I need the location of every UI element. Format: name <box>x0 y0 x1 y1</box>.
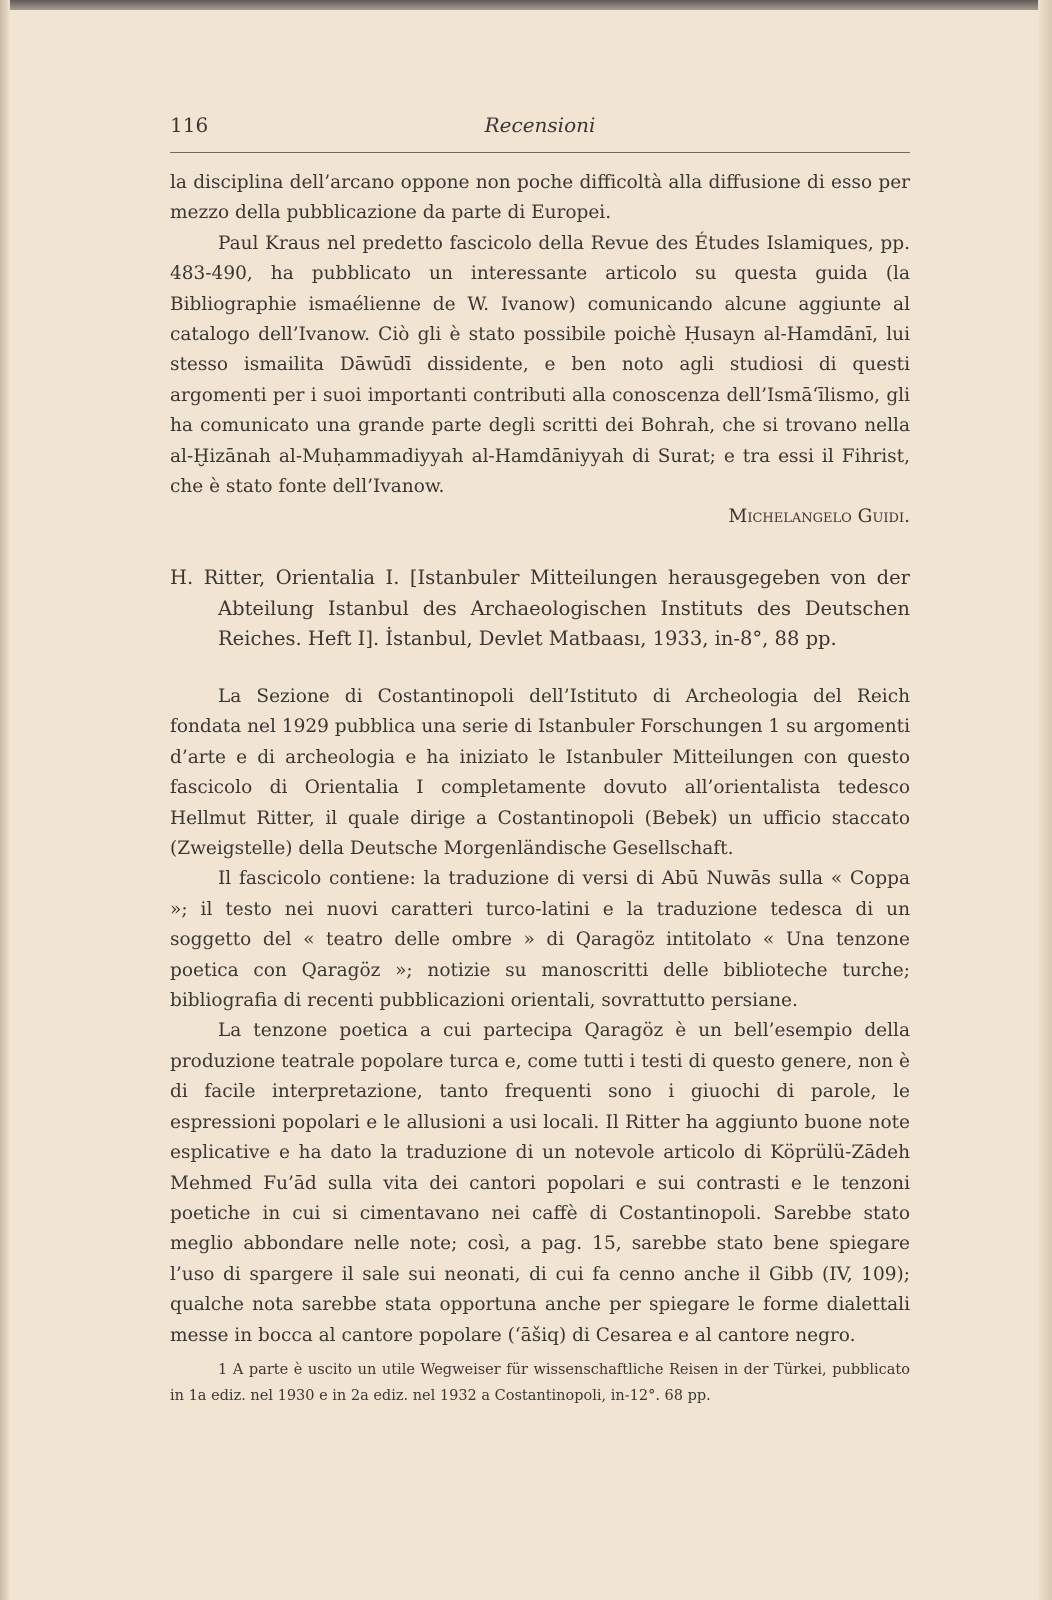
footnote-text: 1 A parte è uscito un utile Wegweiser für wissenschaftliche Reisen in der Türkei, pubblicato in 1a ediz. nel 1930 e in 2a ediz. nel 1932 a Costantinopoli, in-12°. 68 pp. <box>170 1362 910 1404</box>
scan-right-edge <box>1038 0 1052 1600</box>
running-header <box>170 113 910 143</box>
bibliographic-entry: H. Ritter, Orientalia I. [Istanbuler Mitteilungen herausgegeben von der Abteilung Istanbul des Archaeologischen Instituts des Deutschen Reiches. Heft I]. İstanbul, Devlet Matbaası, 1933, in-8°, 88 pp. <box>170 566 910 650</box>
review-2-entry <box>170 563 910 655</box>
review-1-paragraph-2: Paul Kraus nel predetto fascicolo della Revue des Études Islamiques, pp. 483-490, ha pubblicato un interessante articolo su questa guida (la Bibliographie ismaélienne de W. Ivanow) comunicando alcune aggiunte al catalogo dell’Ivanow. Ciò gli è stato possibile poichè Ḥusayn al-Hamdānī, lui stesso ismailita Dāwūdī dissidente, e ben noto agli studiosi di questi argomenti per i suoi importanti contributi alla conoscenza dell’Ismā‘īlismo, gli ha comunicato una grande parte degli scritti dei Bohrah, che si trovano nella al-Ḫizānah al-Muḥammadiyyah al-Hamdāniyyah di Surat; e tra essi il Fihrist, che è stato fonte dell’Ivanow. <box>170 232 910 498</box>
review-2-body <box>170 682 910 1351</box>
review-2-paragraph-2: Il fascicolo contiene: la traduzione di versi di Abū Nuwās sulla « Coppa »; il testo nei nuovi caratteri turco-latini e la traduzione tedesca di un soggetto del « teatro delle ombre » di Qaragöz intitolato « Una tenzone poetica con Qaragöz »; notizie su manoscritti delle biblioteche turche; bibliografia di recenti pubblicazioni orientali, sovrattutto persiane. <box>170 868 910 1012</box>
review-2-paragraph-1: La Sezione di Costantinopoli dell’Istituto di Archeologia del Reich fondata nel 1929 pubblica una serie di Istanbuler Forschungen 1 su argomenti d’arte e di archeologia e ha iniziato le Istanbuler Mitteilungen con questo fascicolo di Orientalia I completamente dovuto all’orientalista tedesco Hellmut Ritter, il quale dirige a Costantinopoli (Bebek) un ufficio staccato (Zweigstelle) della Deutsche Morgenländische Gesellschaft. <box>170 686 910 860</box>
page-number: 116 <box>170 113 209 137</box>
scan-left-edge <box>0 0 10 1600</box>
review-1-paragraph-1: la disciplina dell’arcano oppone non poche difficoltà alla diffusione di esso per mezzo della pubblicazione da parte di Europei. <box>170 172 910 224</box>
running-title: Recensioni <box>484 113 596 137</box>
review-1-signature: Michelangelo Guidi. <box>728 506 910 528</box>
footnote <box>170 1357 910 1409</box>
scan-top-edge <box>0 0 1052 10</box>
header-rule <box>170 152 910 153</box>
review-1 <box>170 168 910 533</box>
review-2-paragraph-3: La tenzone poetica a cui partecipa Qaragöz è un bell’esempio della produzione teatrale popolare turca e, come tutti i testi di questo genere, non è di facile interpretazione, tanto frequenti sono i giuochi di parole, le espressioni popolari e le allusioni a usi locali. Il Ritter ha aggiunto buone note esplicative e ha dato la traduzione di un notevole articolo di Köprülü-Zādeh Mehmed Fu’ād sulla vita dei cantori popolari e sui contrasti e le tenzoni poetiche in cui si cimentavano nei caffè di Costantinopoli. Sarebbe stato meglio abbondare nelle note; così, a pag. 15, sarebbe stato bene spiegare l’uso di spargere il sale sui neonati, di cui fa cenno anche il Gibb (IV, 109); qualche nota sarebbe stata opportuna anche per spiegare le forme dialettali messe in bocca al cantore popolare (‘āšiq) di Cesarea e al cantore negro. <box>170 1020 910 1346</box>
